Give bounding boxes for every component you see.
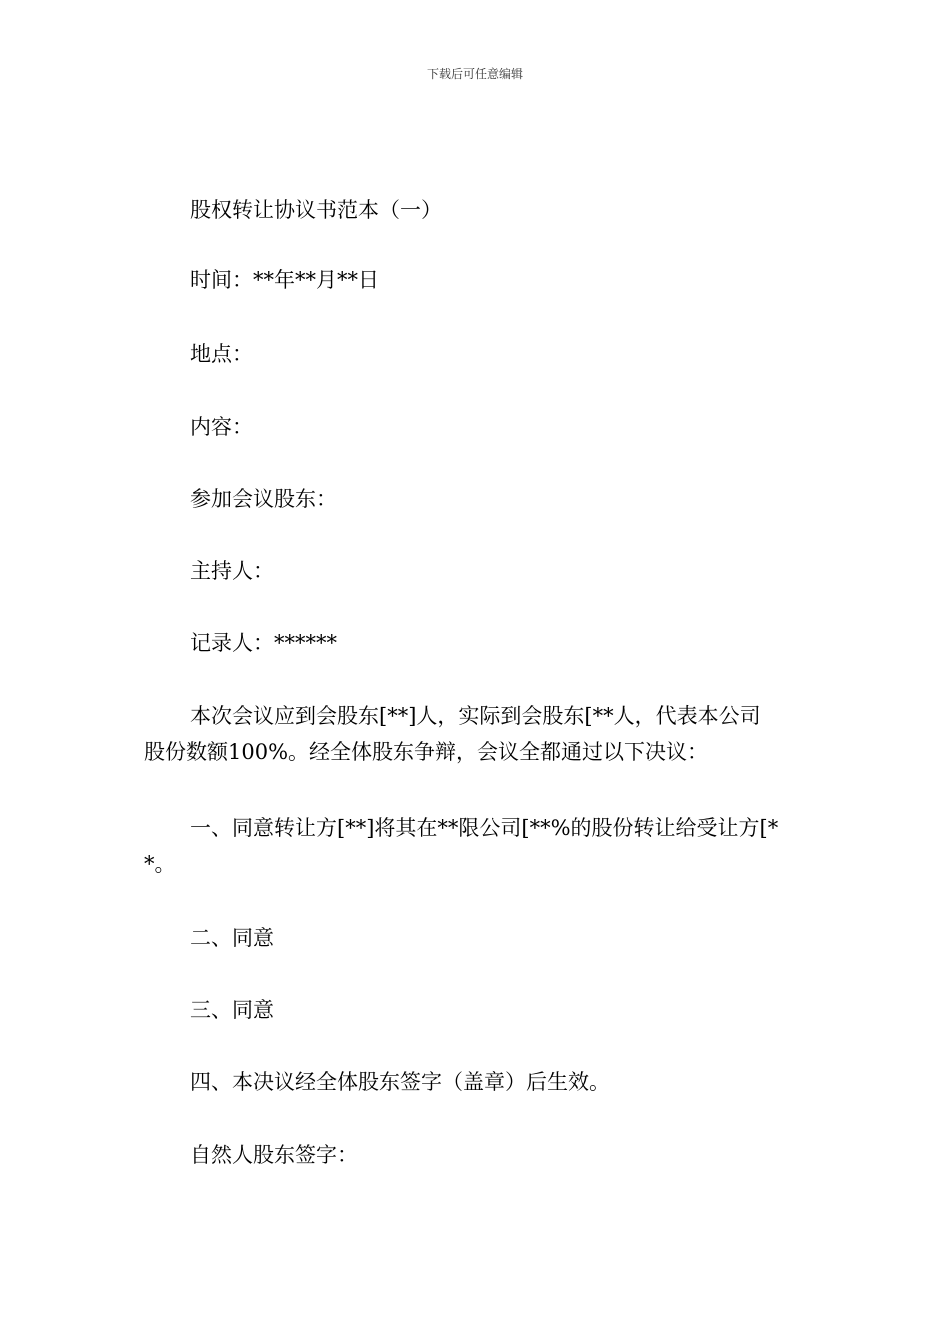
meeting-recorder: 记录人：******: [190, 631, 337, 655]
page-header-note: 下载后可任意编辑: [426, 67, 523, 81]
resolution-3: 三、同意: [190, 998, 274, 1022]
resolution-1-line-2: *。: [144, 852, 176, 876]
meeting-time: 时间：**年**月**日: [190, 268, 379, 292]
resolution-1: [144, 810, 808, 882]
attendance-line-2: 股份数额100%。经全体股东争辩，会议全都通过以下决议：: [144, 740, 709, 764]
resolution-4: 四、本决议经全体股东签字（盖章）后生效。: [190, 1070, 610, 1094]
resolution-2: 二、同意: [190, 926, 274, 950]
document-title: 股权转让协议书范本（一）: [190, 198, 442, 222]
meeting-content: 内容：: [190, 415, 253, 439]
meeting-place: 地点：: [190, 342, 253, 366]
meeting-host: 主持人：: [190, 559, 274, 583]
resolution-1-line-1: 一、同意转让方[**]将其在**限公司[**%的股份转让给受让方[*: [190, 816, 779, 840]
attendance-paragraph: [144, 698, 808, 770]
signature-label: 自然人股东签字：: [190, 1143, 358, 1167]
attendance-line-1: 本次会议应到会股东[**]人，实际到会股东[**人，代表本公司: [190, 704, 761, 728]
meeting-attendees: 参加会议股东：: [190, 487, 337, 511]
